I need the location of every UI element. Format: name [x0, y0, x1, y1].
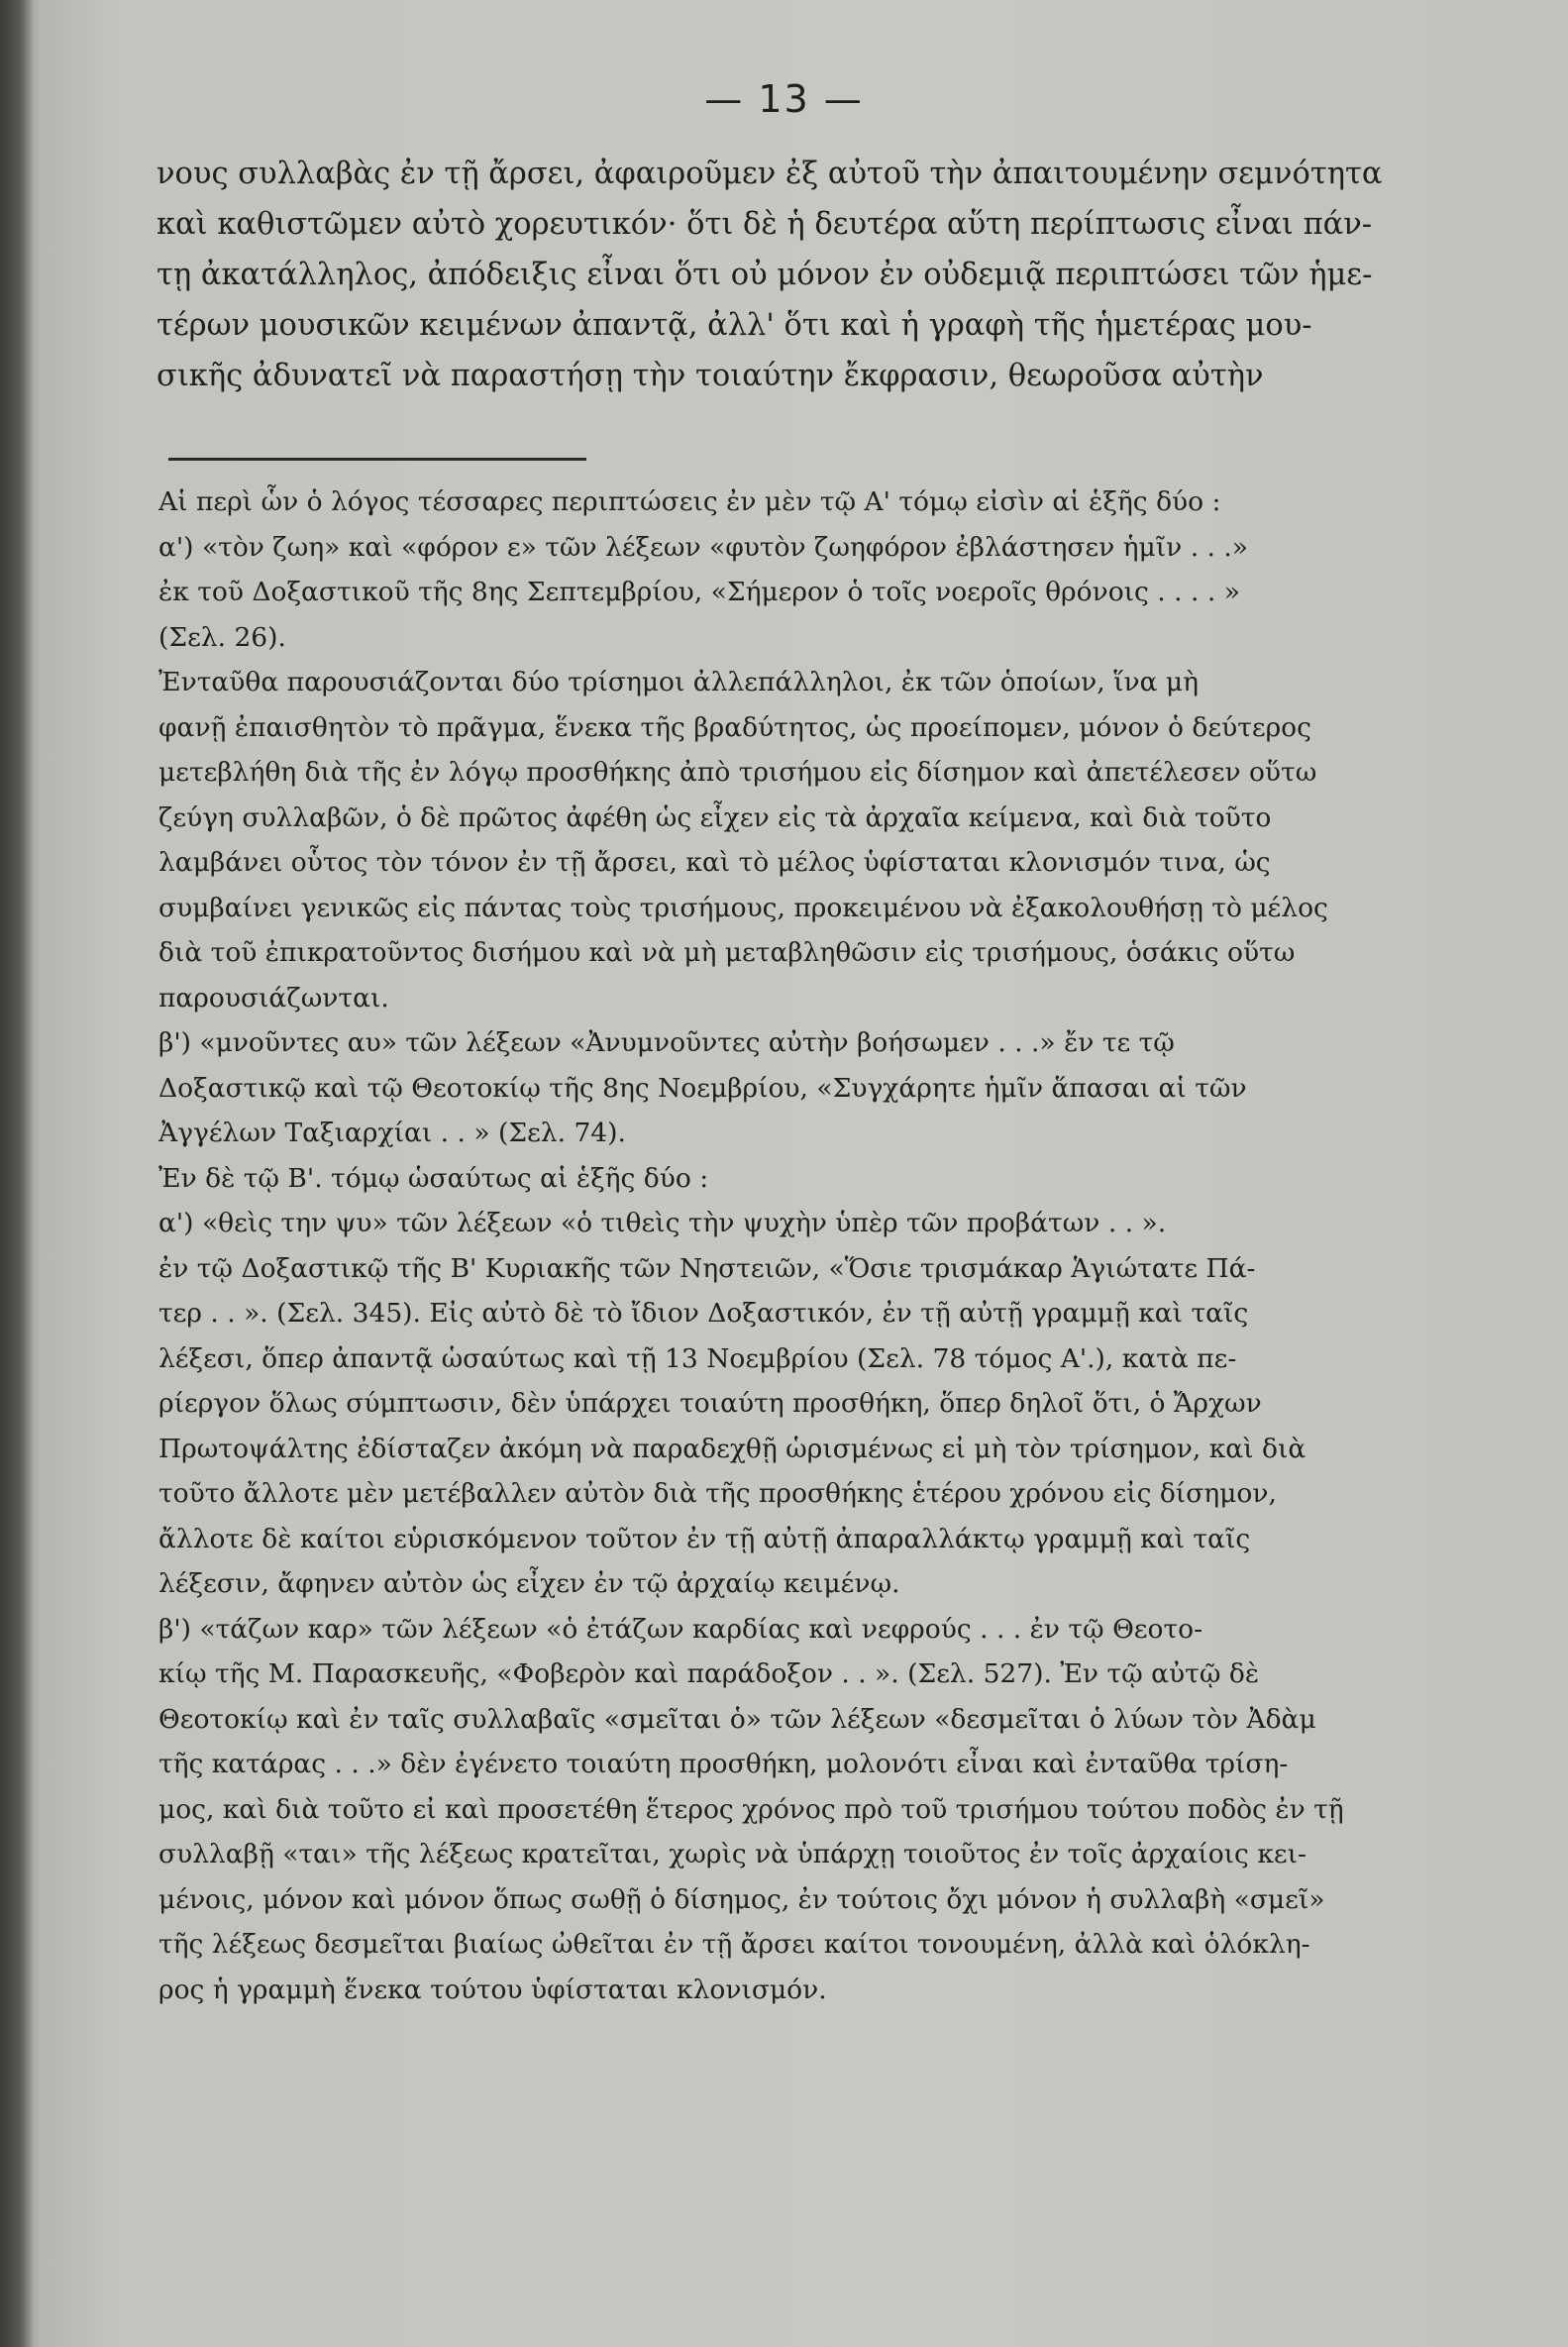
footnotes — [158, 480, 1407, 2012]
footnote-line: παρουσιάζωνται. — [158, 982, 389, 1013]
footnote-line: ζεύγη συλλαβῶν, ὁ δὲ πρῶτος ἀφέθη ὡς εἶχεν εἰς τὰ ἀρχαῖα κείμενα, καὶ διὰ τοῦτο — [158, 801, 1272, 833]
footnote-line: λέξεσιν, ἄφηνεν αὐτὸν ὡς εἶχεν ἐν τῷ ἀρχαίῳ κειμένῳ. — [158, 1568, 900, 1599]
footnote-line: φανῇ ἐπαισθητὸν τὸ πρᾶγμα, ἕνεκα τῆς βραδύτητος, ὡς προείπομεν, μόνον ὁ δεύτερος — [158, 711, 1311, 743]
footnote-line: Δοξαστικῷ καὶ τῷ Θεοτοκίῳ τῆς 8ης Νοεμβρίου, «Συγχάρητε ἡμῖν ἅπασαι αἱ τῶν — [158, 1072, 1247, 1104]
footnote-line: τῆς λέξεως δεσμεῖται βιαίως ὠθεῖται ἐν τῇ ἄρσει καίτοι τονουμένη, ἀλλὰ καὶ ὁλόκλη- — [158, 1929, 1310, 1960]
footnote-line: τοῦτο ἄλλοτε μὲν μετέβαλλεν αὐτὸν διὰ τῆς προσθήκης ἑτέρου χρόνου εἰς δίσημον, — [158, 1478, 1277, 1509]
footnote-line: Ἐνταῦθα παρουσιάζονται δύο τρίσημοι ἀλλεπάλληλοι, ἐκ τῶν ὁποίων, ἵνα μὴ — [158, 667, 1199, 697]
footnote-line: Θεοτοκίῳ καὶ ἐν ταῖς συλλαβαῖς «σμεῖται ὁ» τῶν λέξεων «δεσμεῖται ὁ λύων τὸν Ἀδὰμ — [158, 1703, 1316, 1735]
footnote-line: ρίεργον ὅλως σύμπτωσιν, δὲν ὑπάρχει τοιαύτη προσθήκη, ὅπερ δηλοῖ ὅτι, ὁ Ἄρχων — [158, 1388, 1262, 1419]
footnote-line: μένοις, μόνον καὶ μόνον ὅπως σωθῇ ὁ δίσημος, ἐν τούτοις ὄχι μόνον ἡ συλλαβὴ «σμεῖ» — [158, 1883, 1325, 1915]
footnote-line: Ἐν δὲ τῷ Β'. τόμῳ ὡσαύτως αἱ ἑξῆς δύο : — [158, 1162, 709, 1194]
text-line: καὶ καθιστῶμεν αὐτὸ χορευτικόν· ὅτι δὲ ἡ δευτέρα αὕτη περίπτωσις εἶναι πάν- — [157, 207, 1373, 242]
main-text — [157, 149, 1400, 401]
footnote-line: ἄλλοτε δὲ καίτοι εὑρισκόμενον τοῦτον ἐν τῇ αὐτῇ ἀπαραλλάκτῳ γραμμῇ καὶ ταῖς — [158, 1523, 1251, 1554]
footnote-line: Αἱ περὶ ὧν ὁ λόγος τέσσαρες περιπτώσεις ἐν μὲν τῷ Α' τόμῳ εἰσὶν αἱ ἑξῆς δύο : — [158, 486, 1221, 517]
footnote-line: κίῳ τῆς Μ. Παρασκευῆς, «Φοβερὸν καὶ παράδοξον . . ». (Σελ. 527). Ἐν τῷ αὐτῷ δὲ — [158, 1658, 1260, 1689]
footnote-line: ἐκ τοῦ Δοξαστικοῦ τῆς 8ης Σεπτεμβρίου, «Σήμερον ὁ τοῖς νοεροῖς θρόνοις . . . . » — [158, 577, 1240, 607]
footnote-line: (Σελ. 26). — [158, 621, 286, 653]
footnote-line: μετεβλήθη διὰ τῆς ἐν λόγῳ προσθήκης ἀπὸ τρισήμου εἰς δίσημον καὶ ἀπετέλεσεν οὕτω — [158, 757, 1317, 788]
footnote-line: α') «τὸν ζωη» καὶ «φόρον ε» τῶν λέξεων «φυτὸν ζωηφόρον ἐβλάστησεν ἡμῖν . . .» — [158, 531, 1249, 563]
footnote-line: β') «μνοῦντες αυ» τῶν λέξεων «Ἀνυμνοῦντες αὐτὴν βοήσωμεν . . .» ἔν τε τῷ — [158, 1027, 1175, 1058]
page-number: — 13 — — [704, 77, 864, 121]
footnote-line: τῆς κατάρας . . .» δὲν ἐγένετο τοιαύτη προσθήκη, μολονότι εἶναι καὶ ἐνταῦθα τρίση- — [158, 1749, 1289, 1779]
footnote-line: μος, καὶ διὰ τοῦτο εἰ καὶ προσετέθη ἕτερος χρόνος πρὸ τοῦ τρισήμου τούτου ποδὸς ἐν τῇ — [158, 1793, 1344, 1825]
footnote-line: Ἀγγέλων Ταξιαρχίαι . . » (Σελ. 74). — [158, 1118, 626, 1148]
footnote-line: λαμβάνει οὗτος τὸν τόνον ἐν τῇ ἄρσει, καὶ τὸ μέλος ὑφίσταται κλονισμόν τινα, ὡς — [158, 847, 1271, 878]
footnote-line: Πρωτοψάλτης ἐδίσταζεν ἀκόμη νὰ παραδεχθῇ ὡρισμένως εἰ μὴ τὸν τρίσημον, καὶ διὰ — [158, 1433, 1307, 1464]
footnote-line: διὰ τοῦ ἐπικρατοῦντος δισήμου καὶ νὰ μὴ μεταβληθῶσιν εἰς τρισήμους, ὁσάκις οὕτω — [158, 937, 1296, 968]
footnote-line: συμβαίνει γενικῶς εἰς πάντας τοὺς τρισήμους, προκειμένου νὰ ἐξακολουθήσῃ τὸ μέλος — [158, 892, 1328, 923]
footnote-line: ρος ἡ γραμμὴ ἕνεκα τούτου ὑφίσταται κλονισμόν. — [158, 1974, 827, 2005]
text-line: τῃ ἀκατάλληλος, ἀπόδειξις εἶναι ὅτι οὐ μόνον ἐν οὐδεμιᾷ περιπτώσει τῶν ἡμε- — [157, 258, 1373, 292]
footnote-line: λέξεσι, ὅπερ ἀπαντᾷ ὡσαύτως καὶ τῇ 13 Νοεμβρίου (Σελ. 78 τόμος Α'.), κατὰ πε- — [158, 1342, 1237, 1374]
text-line: σικῆς ἀδυνατεῖ νὰ παραστήσῃ τὴν τοιαύτην ἔκφρασιν, θεωροῦσα αὐτὴν — [157, 359, 1264, 393]
footnote-line: α') «θεὶς την ψυ» τῶν λέξεων «ὁ τιθεὶς τὴν ψυχὴν ὑπὲρ τῶν προβάτων . . ». — [158, 1208, 1167, 1238]
footnote-line: συλλαβῇ «ται» τῆς λέξεως κρατεῖται, χωρὶς νὰ ὑπάρχῃ τοιοῦτος ἐν τοῖς ἀρχαίοις κει- — [158, 1839, 1307, 1869]
footnote-line: β') «τάζων καρ» τῶν λέξεων «ὁ ἐτάζων καρδίας καὶ νεφρούς . . . ἐν τῷ Θεοτο- — [158, 1613, 1203, 1645]
footnote-line: τερ . . ». (Σελ. 345). Εἰς αὐτὸ δὲ τὸ ἴδιον Δοξαστικόν, ἐν τῇ αὐτῇ γραμμῇ καὶ ταῖς — [158, 1298, 1249, 1329]
footnote-rule — [168, 458, 586, 461]
text-line: νους συλλαβὰς ἐν τῇ ἄρσει, ἀφαιροῦμεν ἐξ αὐτοῦ τὴν ἀπαιτουμένην σεμνότητα — [157, 157, 1383, 191]
text-line: τέρων μουσικῶν κειμένων ἀπαντᾷ, ἀλλ' ὅτι καὶ ἡ γραφὴ τῆς ἡμετέρας μου- — [157, 308, 1312, 343]
footnote-line: ἐν τῷ Δοξαστικῷ τῆς Β' Κυριακῆς τῶν Νηστειῶν, «Ὅσιε τρισμάκαρ Ἁγιώτατε Πά- — [158, 1252, 1256, 1284]
